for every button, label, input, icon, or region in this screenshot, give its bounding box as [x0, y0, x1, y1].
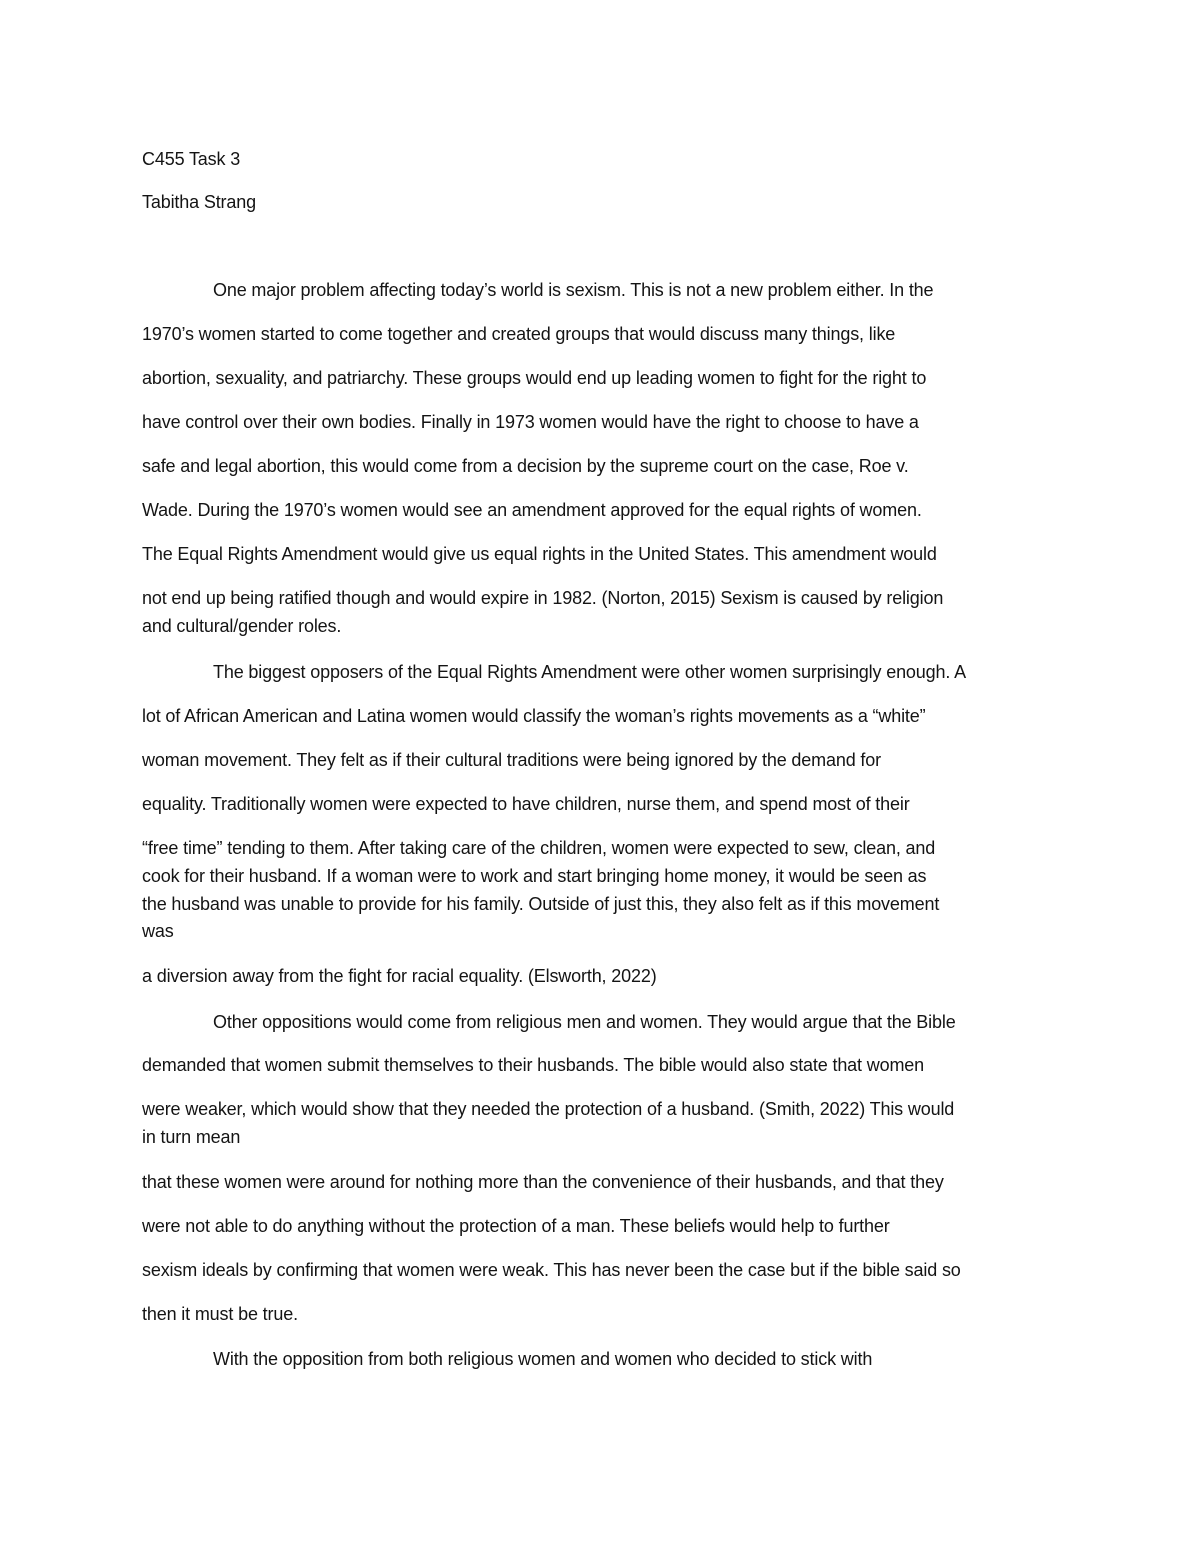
paragraph-line: The Equal Rights Amendment would give us equal rights in the United States. This amendment would: [142, 544, 937, 564]
course-title: C455 Task 3: [142, 149, 241, 169]
paragraph-line: that these women were around for nothing more than the convenience of their husbands, and that they: [142, 1172, 944, 1192]
paragraph-line: then it must be true.: [142, 1304, 298, 1324]
paragraph-line: One major problem affecting today’s world is sexism. This is not a new problem either. In the: [213, 280, 934, 300]
paragraph-line: was: [142, 921, 174, 941]
paragraph-line: lot of African American and Latina women would classify the woman’s rights movements as a “white”: [142, 706, 926, 726]
paragraph-line: were not able to do anything without the protection of a man. These beliefs would help to further: [142, 1216, 890, 1236]
paragraph-line: a diversion away from the fight for racial equality. (Elsworth, 2022): [142, 966, 657, 986]
paragraph-line: “free time” tending to them. After taking care of the children, women were expected to sew, clean, and: [142, 838, 936, 858]
paragraph-line: were weaker, which would show that they needed the protection of a husband. (Smith, 2022) This would: [142, 1099, 955, 1119]
paragraph-line: and cultural/gender roles.: [142, 616, 342, 636]
paragraph-line: in turn mean: [142, 1127, 241, 1147]
paragraph-line: equality. Traditionally women were expected to have children, nurse them, and spend most of their: [142, 794, 910, 814]
paragraph-line: demanded that women submit themselves to their husbands. The bible would also state that women: [142, 1055, 925, 1075]
paragraph-line: With the opposition from both religious women and women who decided to stick with: [213, 1349, 873, 1369]
paragraph-line: woman movement. They felt as if their cultural traditions were being ignored by the demand for: [142, 750, 881, 770]
paragraph-line: 1970’s women started to come together and created groups that would discuss many things, like: [142, 324, 896, 344]
paragraph-line: cook for their husband. If a woman were to work and start bringing home money, it would be seen as: [142, 866, 927, 886]
paragraph-line: Wade. During the 1970’s women would see an amendment approved for the equal rights of women.: [142, 500, 922, 520]
paragraph-line: abortion, sexuality, and patriarchy. These groups would end up leading women to fight for the right to: [142, 368, 927, 388]
paragraph-line: not end up being ratified though and would expire in 1982. (Norton, 2015) Sexism is caused by religion: [142, 588, 944, 608]
author-name: Tabitha Strang: [142, 192, 256, 212]
paragraph-line: The biggest opposers of the Equal Rights Amendment were other women surprisingly enough. A: [213, 662, 966, 682]
paragraph-line: sexism ideals by confirming that women were weak. This has never been the case but if the bible said so: [142, 1260, 961, 1280]
paragraph-line: the husband was unable to provide for his family. Outside of just this, they also felt as if this movement: [142, 894, 940, 914]
paragraph-line: safe and legal abortion, this would come from a decision by the supreme court on the case, Roe v.: [142, 456, 909, 476]
paragraph-line: Other oppositions would come from religious men and women. They would argue that the Bible: [213, 1012, 956, 1032]
paragraph-line: have control over their own bodies. Finally in 1973 women would have the right to choose to have a: [142, 412, 919, 432]
